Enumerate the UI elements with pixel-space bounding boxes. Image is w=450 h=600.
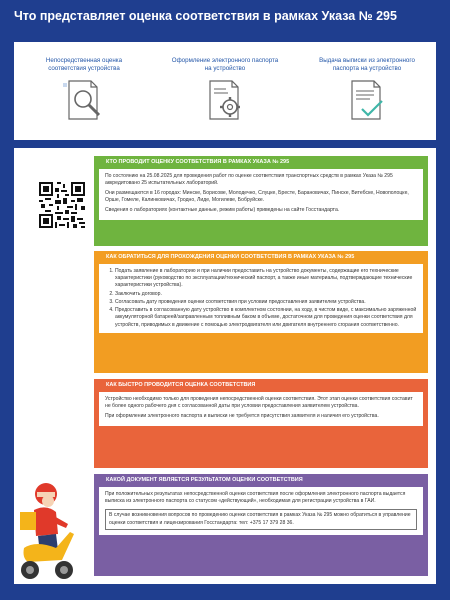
scooter-courier-icon [16, 478, 76, 590]
step-label: Оформление электронного паспорта на устройство [171, 57, 279, 72]
section-title: КТО ПРОВОДИТ ОЦЕНКУ СООТВЕТСТВИЯ В РАМКАХ УКАЗА № 295 [106, 159, 290, 165]
paragraph: При положительных результатах непосредственной оценки соответствия после оформления электронного паспорта выдается выписка из электронного паспорта со статусом «действующий», необходимая для регистрации устройства в ГАИ. [105, 491, 406, 505]
step-extract [312, 57, 422, 123]
paragraph: Устройство необходимо только для проведения непосредственной оценки соответствия. Этот этап оценки соответствия составит не более одного рабочего дня с согласованной даты при условии предоставления заявителем устройства. [105, 396, 413, 410]
step-passport [170, 57, 280, 123]
section-body [99, 392, 423, 426]
section-who [94, 156, 428, 246]
page-title: Что представляет оценка соответствия в рамках Указа № 295 [14, 9, 397, 23]
step-assessment [29, 57, 139, 123]
section-speed [94, 379, 428, 468]
section-title: КАКОЙ ДОКУМЕНТ ЯВЛЯЕТСЯ РЕЗУЛЬТАТОМ ОЦЕНКИ СООТВЕТСТВИЯ [106, 477, 303, 483]
contact-note: В случае возникновения вопросов по проведению оценки соответствия в рамках Указа № 295 можно обратиться в управление оценки соответствия и лицензирования Госстандарта: тел: +375 17 379 28 36. [105, 509, 417, 529]
step-label: Выдача выписки из электронного паспорта на устройство [319, 57, 415, 72]
paragraph: Они размещаются в 16 городах: Минске, Борисове, Молодечно, Слуцке, Бресте, Барановичах, Пинске, Витебске, Новополоцке, Орше, Гомеле, Калинковичах, Гродно, Лиде, Могилеве, Бобруйске. [105, 189, 409, 204]
step-label: Непосредственная оценка соответствия устройства [45, 57, 123, 72]
main-panel [14, 148, 436, 584]
list-item: 3. Согласовать дату проведения оценки соответствия при условии предоставления заявителем устройства. [115, 299, 417, 306]
paragraph: При оформлении электронного паспорта и выписки не требуется присутствия заявителя и наличия его устройства. [105, 412, 379, 419]
section-title: КАК ОБРАТИТЬСЯ ДЛЯ ПРОХОЖДЕНИЯ ОЦЕНКИ СООТВЕТСТВИЯ В РАМКАХ УКАЗА № 295 [106, 254, 355, 260]
steps-panel [14, 42, 436, 140]
qr-code-icon[interactable] [37, 180, 87, 230]
section-apply [94, 251, 428, 373]
gear-document-icon [204, 77, 246, 123]
section-body [99, 264, 423, 333]
checkmark-document-icon [346, 77, 388, 123]
section-result [94, 474, 428, 576]
paragraph: Сведения о лабораториях (контактные данные, режим работы) приведены на сайте Госстандарта. [105, 206, 340, 213]
section-title: КАК БЫСТРО ПРОВОДИТСЯ ОЦЕНКА СООТВЕТСТВИЯ [106, 382, 256, 388]
paragraph: По состоянию на 25.08.2025 для проведения работ по оценке соответствия транспортных средств в рамках Указа № 295 аккредитовано 25 испытательных лабораторий. [105, 173, 393, 187]
list-item: 4. Предоставить в согласованную дату устройство в комплектном состоянии, на ходу, в чистом виде, с максимально заряженной аккумуляторной батареей/заправленным топливным баком в объеме, достаточном для проведения оценки соответствия для устройств, приводимых в движение с помощью электродвигателя или двигателя внутреннего сгорания соответственно. [115, 307, 417, 329]
list-item: 1. Подать заявление в лабораторию и при наличии предоставить на устройство документы, содержащие его технические характеристики (руководство по эксплуатации/технический паспорт, а также иные материалы, подтверждающие технические характеристики устройства). [115, 268, 417, 290]
section-body [99, 487, 423, 535]
section-body [99, 169, 423, 220]
steps-list [105, 268, 417, 329]
list-item: 2. Заключить договор. [115, 291, 417, 298]
magnifier-document-icon [63, 77, 105, 123]
